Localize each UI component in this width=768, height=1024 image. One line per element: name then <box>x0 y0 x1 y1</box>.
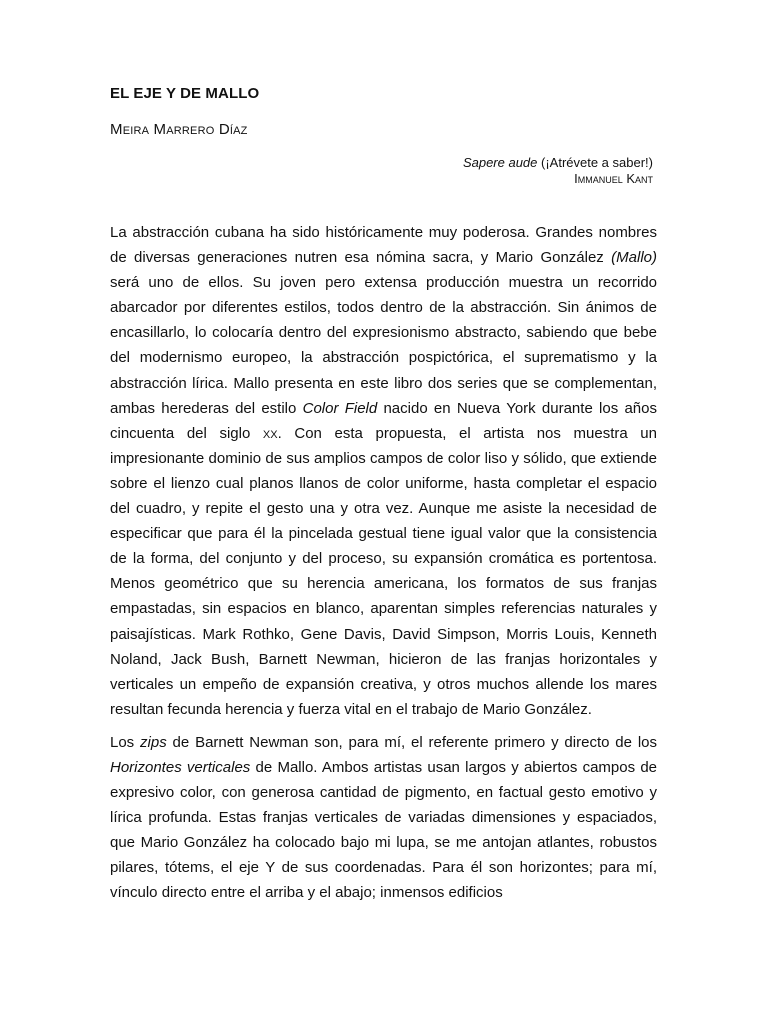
epigraph-attribution: Immanuel Kant <box>574 171 653 186</box>
epigraph <box>110 155 653 187</box>
author-name: Meira Marrero Díaz <box>110 121 248 138</box>
epigraph-quote <box>463 155 653 170</box>
epigraph-block <box>463 155 653 187</box>
paragraph-1-italic-color-field: Color Field <box>302 399 378 417</box>
paragraph-2-text-b: de Barnett Newman son, para mí, el referente primero y directo de los <box>166 733 657 751</box>
paragraph-2-text-a: Los <box>110 733 141 751</box>
document-title: EL EJE Y DE MALLO <box>110 85 260 102</box>
paragraph-1-text-c: nacido en Nueva York durante los años cincuenta del siglo <box>110 399 657 442</box>
body-text <box>110 220 657 906</box>
document-content <box>110 84 657 914</box>
paragraph-1-century: xx <box>262 424 278 442</box>
paragraph-1 <box>110 220 657 722</box>
paragraph-1-italic-mallo: (Mallo) <box>611 249 657 267</box>
paragraph-2-italic-series: Horizontes verticales <box>110 758 251 776</box>
paragraph-1-text-b: será uno de ellos. Su joven pero extensa producción muestra un recorrido abarcador por diferentes estilos, todos dentro de la abstracción. Sin ánimos de encasillarlo, lo colocaría dentro del expresionismo abstracto, sabiendo que bebe del modernismo europeo, la abstracción pospictórica, el suprematismo y la abstracción lírica. Mallo presenta en este libro dos series que se complementan, ambas herederas del estilo <box>110 274 657 417</box>
epigraph-quote-latin: Sapere aude <box>462 155 538 170</box>
paragraph-2-italic-zips: zips <box>140 733 167 751</box>
paragraph-1-text-a: La abstracción cubana ha sido históricamente muy poderosa. Grandes nombres de diversas generaciones nutren esa nómina sacra, y Mario González <box>110 224 657 267</box>
epigraph-quote-translation: (¡Atrévete a saber!) <box>537 155 653 170</box>
paragraph-1-text-d: . Con esta propuesta, el artista nos muestra un impresionante dominio de sus amplios campos de color liso y sólido, que extiende sobre el lienzo cual planos llanos de color uniforme, hasta completar el espacio del cuadro, y repite el gesto una y otra vez. Aunque me asiste la necesidad de especificar que para él la pincelada gestual tiene igual valor que la consistencia de la forma, del conjunto y del proceso, su expansión cromática es portentosa. Menos geométrico que su herencia americana, los formatos de sus franjas empastadas, sin espacios en blanco, aparentan simples referencias naturales y paisajísticas. Mark Rothko, Gene Davis, David Simpson, Morris Louis, Kenneth Noland, Jack Bush, Barnett Newman, hicieron de las franjas horizontales y verticales un empeño de expansión creativa, y otros muchos allende los mares resultan fecunda herencia y fuerza vital en el trabajo de Mario González. <box>110 424 657 718</box>
paragraph-2 <box>110 730 657 906</box>
paragraph-2-text-c: de Mallo. Ambos artistas usan largos y abiertos campos de expresivo color, con generosa cantidad de pigmento, en factual gesto emotivo y lírica profunda. Estas franjas verticales de variadas dimensiones y espaciados, que Mario González ha colocado bajo mi lupa, se me antojan atlantes, robustos pilares, tótems, el eje Y de sus coordenadas. Para él son horizontes; para mí, vínculo directo entre el arriba y el abajo; inmensos edificios <box>110 758 658 902</box>
